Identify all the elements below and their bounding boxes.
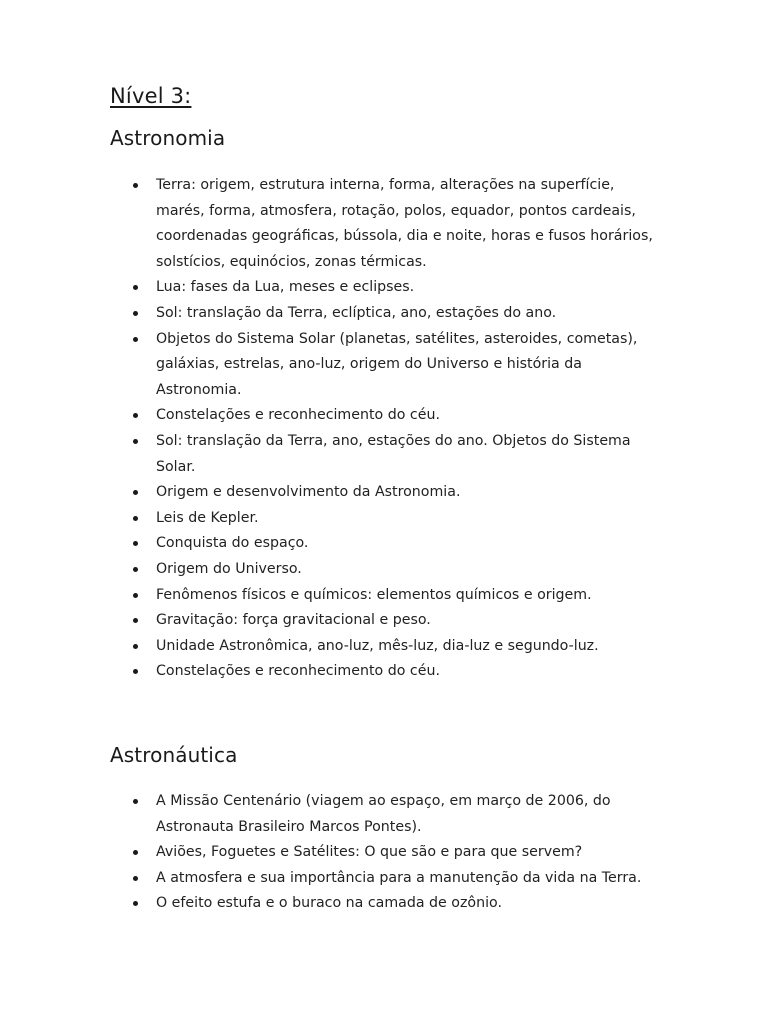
bullet-icon [133, 618, 138, 623]
list-item-text: Constelações e reconhecimento do céu. [156, 663, 440, 680]
bullet-icon [133, 850, 138, 855]
bullet-icon [133, 541, 138, 546]
bullet-icon [133, 901, 138, 906]
section-title-astronautica: Astronáutica [110, 743, 238, 767]
list-item-text: Sol: translação da Terra, ano, estações do ano. Objetos do Sistema Solar. [156, 432, 631, 475]
list-item [156, 659, 661, 685]
list-item [156, 480, 661, 506]
bullet-icon [133, 593, 138, 598]
list-item [156, 173, 661, 275]
list-item [156, 608, 661, 634]
list-item-text: Unidade Astronômica, ano-luz, mês-luz, dia-luz e segundo-luz. [156, 637, 599, 654]
list-item-text: Sol: translação da Terra, eclíptica, ano, estações do ano. [156, 304, 557, 321]
list-item-text: Fenômenos físicos e químicos: elementos químicos e origem. [156, 586, 592, 603]
list-item [156, 531, 661, 557]
list-item [156, 789, 661, 840]
bullet-icon [133, 183, 138, 188]
list-item [156, 403, 661, 429]
list-item [156, 557, 661, 583]
list-item-text: Lua: fases da Lua, meses e eclipses. [156, 279, 415, 296]
bullet-icon [133, 516, 138, 521]
list-item [156, 327, 661, 404]
astronomia-topic-list [156, 173, 661, 685]
bullet-icon [133, 799, 138, 804]
list-item-text: A atmosfera e sua importância para a manutenção da vida na Terra. [156, 869, 642, 886]
list-item-text: Aviões, Foguetes e Satélites: O que são e para que servem? [156, 844, 583, 861]
list-item [156, 866, 661, 892]
bullet-icon [133, 876, 138, 881]
list-item-text: Origem e desenvolvimento da Astronomia. [156, 484, 461, 501]
list-item-text: Origem do Universo. [156, 560, 302, 577]
list-item [156, 506, 661, 532]
list-item [156, 583, 661, 609]
list-item [156, 840, 661, 866]
list-item [156, 275, 661, 301]
section-title-astronomia: Astronomia [110, 126, 226, 150]
bullet-icon [133, 669, 138, 674]
list-item-text: O efeito estufa e o buraco na camada de ozônio. [156, 895, 502, 912]
list-item-text: Conquista do espaço. [156, 535, 309, 552]
astronautica-topic-list [156, 789, 661, 917]
list-item [156, 301, 661, 327]
bullet-icon [133, 413, 138, 418]
bullet-icon [133, 337, 138, 342]
bullet-icon [133, 567, 138, 572]
bullet-icon [133, 439, 138, 444]
list-item-text: A Missão Centenário (viagem ao espaço, em março de 2006, do Astronauta Brasileiro Marcos Pontes). [156, 793, 611, 835]
bullet-icon [133, 285, 138, 290]
bullet-icon [133, 490, 138, 495]
level-title: Nível 3: [110, 84, 192, 108]
list-item [156, 891, 661, 917]
list-item-text: Gravitação: força gravitacional e peso. [156, 612, 431, 629]
bullet-icon [133, 311, 138, 316]
bullet-icon [133, 644, 138, 649]
list-item-text: Constelações e reconhecimento do céu. [156, 407, 440, 424]
list-item [156, 429, 661, 480]
list-item-text: Terra: origem, estrutura interna, forma, alterações na superfície, marés, forma, atmosfera, rotação, polos, equador, pontos cardeais, coordenadas geográficas, bússola, dia e noite, horas e fusos horários, solstícios, equinócios, zonas térmicas. [156, 177, 653, 270]
list-item-text: Leis de Kepler. [156, 509, 259, 526]
list-item-text: Objetos do Sistema Solar (planetas, satélites, asteroides, cometas), galáxias, estrelas, ano-luz, origem do Universo e história da Astronomia. [156, 330, 638, 398]
list-item [156, 634, 661, 660]
